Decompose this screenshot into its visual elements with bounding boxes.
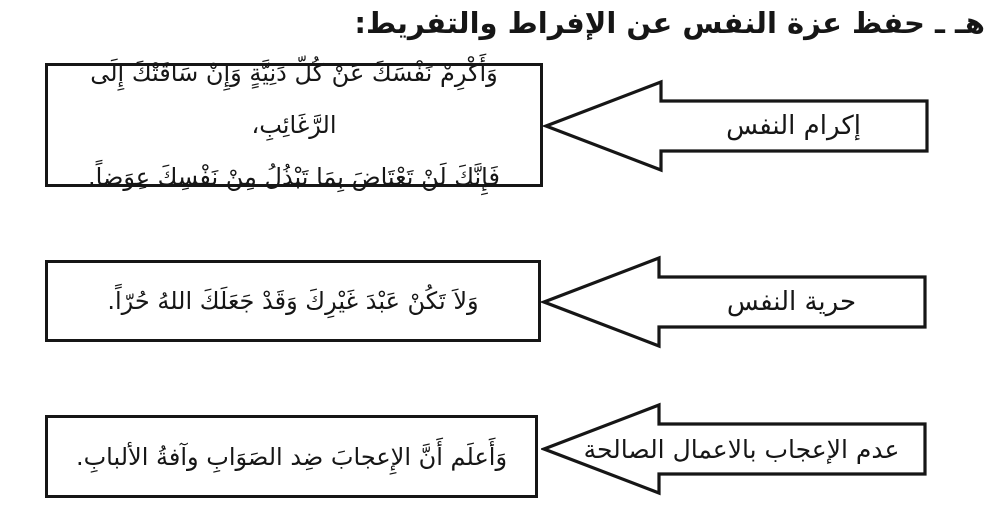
quote-line: وَأَكْرِمْ نَفْسَكَ عَنْ كُلِّ دَنِيَّةٍ وَإِنْ سَاقَتْكَ إِلَى الرَّغَائِبِ، [90, 59, 498, 139]
arrow-label: عدم الإعجاب بالاعمال الصالحة [583, 434, 900, 464]
arrow-hurriyat-alnafs [541, 255, 928, 349]
quote-line: وَلاَ تَكُنْ عَبْدَ غَيْرِكَ وَقَدْ جَعَلَكَ اللهُ حُرّاً. [107, 287, 479, 315]
arrow-label: حرية النفس [726, 287, 857, 317]
arrow-label: إكرام النفس [726, 111, 861, 141]
quote-line: وَأَعلَم أَنَّ الإِعجابَ ضِد الصَوَابِ وآفةُ الألبابِ. [75, 442, 508, 471]
quote-box-ikram-alnafs [45, 59, 543, 191]
quote-box-adam-alijab [45, 415, 538, 498]
quote-box-hurriyat-alnafs [45, 260, 541, 342]
quote-line: فَإِنَّكَ لَنْ تَعْتَاضَ بِمَا تَبْذُلُ مِنْ نَفْسِكَ عِوَضاً. [88, 163, 500, 191]
page-title: هـ ـ حفظ عزة النفس عن الإفراط والتفريط: [354, 6, 985, 40]
arrow-ikram-alnafs [543, 79, 930, 173]
arrow-adam-alijab [541, 402, 928, 496]
